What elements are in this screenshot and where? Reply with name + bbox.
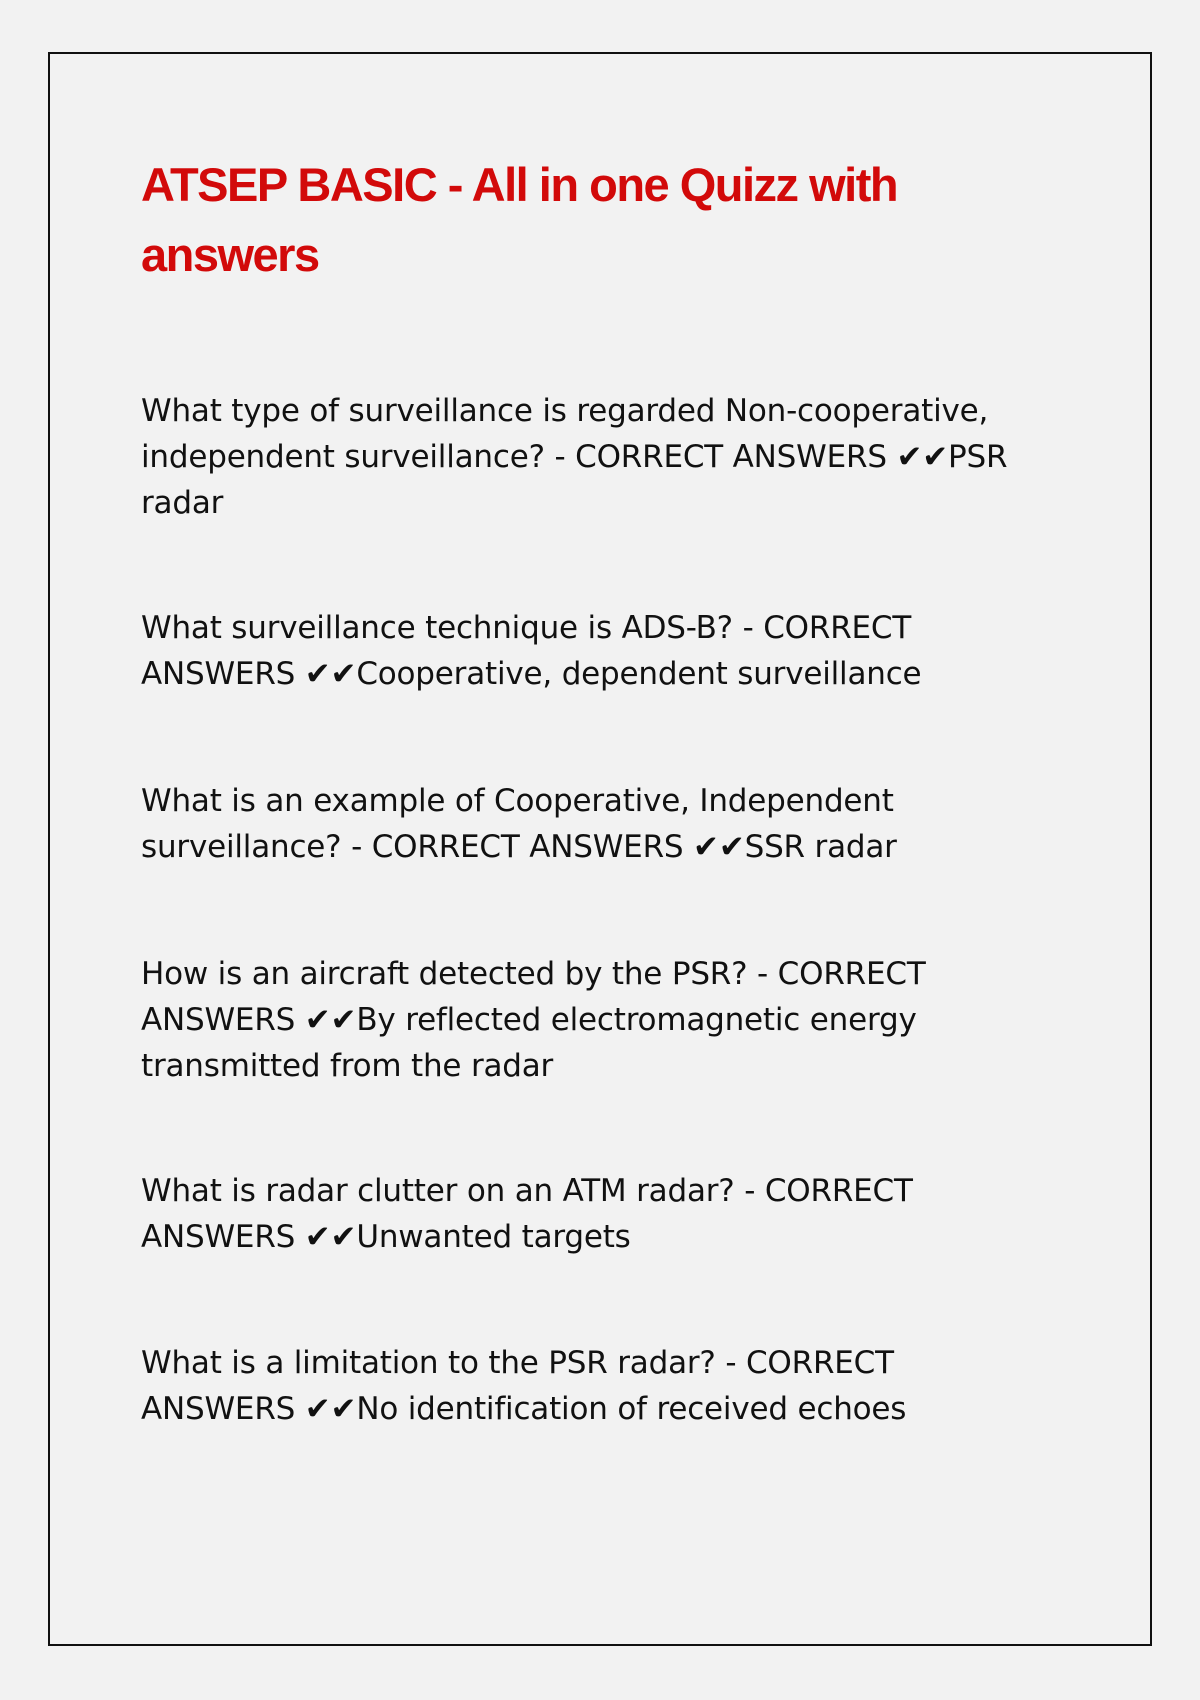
qa-item-4: How is an aircraft detected by the PSR? - CORRECT ANSWERS ✔✔By reflected electromagnetic energy transmitted from the radar <box>141 956 926 1084</box>
qa-item-2: What surveillance technique is ADS-B? - CORRECT ANSWERS ✔✔Cooperative, dependent surveillance <box>141 610 922 692</box>
document-title: ATSEP BASIC - All in one Quizz with answers <box>141 158 898 281</box>
qa-item-6: What is a limitation to the PSR radar? - CORRECT ANSWERS ✔✔No identification of received echoes <box>141 1345 907 1427</box>
qa-item-3: What is an example of Cooperative, Independent surveillance? - CORRECT ANSWERS ✔✔SSR radar <box>141 783 897 865</box>
qa-item-1: What type of surveillance is regarded Non-cooperative, independent surveillance? - CORRECT ANSWERS ✔✔PSR radar <box>141 393 1008 521</box>
qa-item-5: What is radar clutter on an ATM radar? - CORRECT ANSWERS ✔✔Unwanted targets <box>141 1173 913 1255</box>
